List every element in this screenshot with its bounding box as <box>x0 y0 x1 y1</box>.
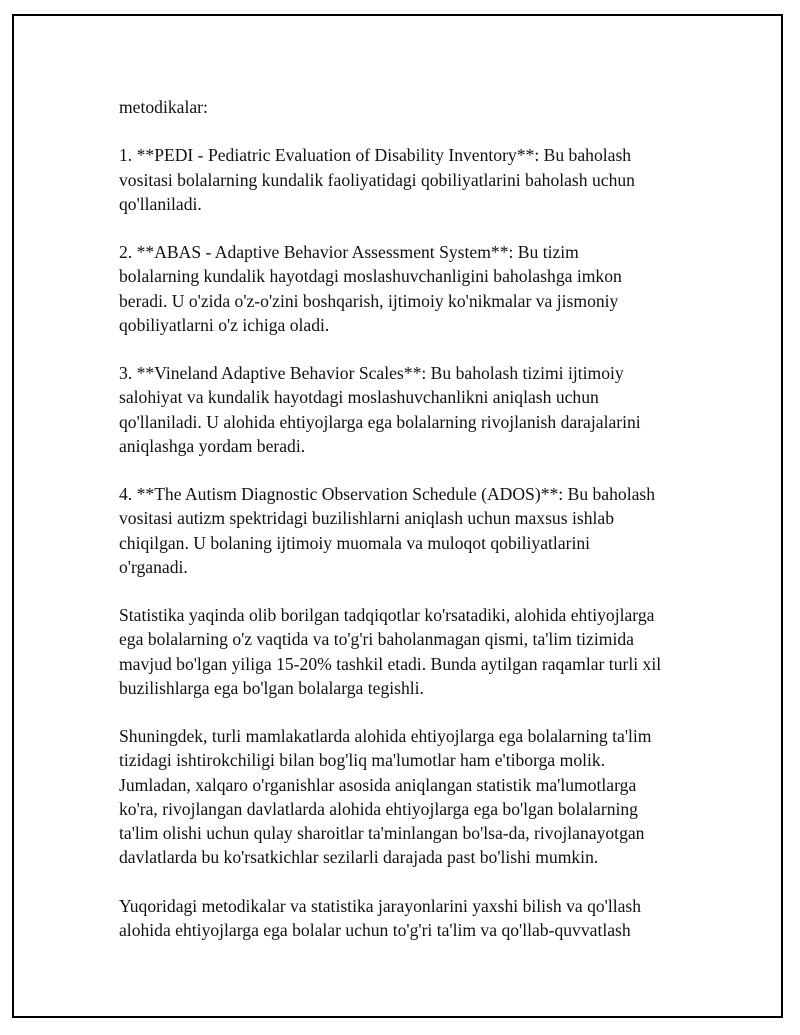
text-line: buzilishlarga ega bo'lgan bolalarga tegishli. <box>119 677 424 698</box>
text-line: qo'llaniladi. U alohida ehtiyojlarga ega bolalarning rivojlanish darajalarini <box>119 411 641 432</box>
text-line: vositasi bolalarning kundalik faoliyatidagi qobiliyatlarini baholash uchun <box>119 169 635 190</box>
paragraph-conclusion <box>119 894 699 942</box>
text-line: aniqlashga yordam beradi. <box>119 435 306 456</box>
paragraph-ados <box>119 482 699 579</box>
paragraph-intro <box>119 95 699 119</box>
document-page <box>12 14 783 1018</box>
text-line: vositasi autizm spektridagi buzilishlarni aniqlash uchun maxsus ishlab <box>119 508 614 529</box>
text-line: 1. **PEDI - Pediatric Evaluation of Disability Inventory**: Bu baholash <box>119 145 632 166</box>
text-line: ega bolalarning o'z vaqtida va to'g'ri baholanmagan qismi, ta'lim tizimida <box>119 629 634 650</box>
text-line: salohiyat va kundalik hayotdagi moslashuvchanlikni aniqlash uchun <box>119 387 599 408</box>
text-line: ta'lim olishi uchun qulay sharoitlar ta'minlangan bo'lsa-da, rivojlanayotgan <box>119 823 645 843</box>
paragraph-abas <box>119 240 699 337</box>
text-line: Yuqoridagi metodikalar va statistika jarayonlarini yaxshi bilish va qo'llash <box>119 895 642 916</box>
paragraph-vineland <box>119 361 699 458</box>
text-line: metodikalar: <box>119 97 208 117</box>
text-line: 4. **The Autism Diagnostic Observation Schedule (ADOS)**: Bu baholash <box>119 484 656 505</box>
text-line: qobiliyatlarni o'z ichiga oladi. <box>119 314 330 335</box>
text-line: mavjud bo'lgan yiliga 15-20% tashkil etadi. Bunda aytilgan raqamlar turli xil <box>119 653 662 674</box>
paragraph-statistics <box>119 603 699 700</box>
text-line: Statistika yaqinda olib borilgan tadqiqotlar ko'rsatadiki, alohida ehtiyojlarga <box>119 605 655 626</box>
text-line: 3. **Vineland Adaptive Behavior Scales**: Bu baholash tizimi ijtimoiy <box>119 363 624 384</box>
text-line: chiqilgan. U bolaning ijtimoiy muomala va muloqot qobiliyatlarini <box>119 532 591 553</box>
text-line: qo'llaniladi. <box>119 193 202 214</box>
text-line: 2. **ABAS - Adaptive Behavior Assessment System**: Bu tizim <box>119 242 579 263</box>
text-line: o'rganadi. <box>119 556 188 577</box>
text-line: ko'ra, rivojlangan davlatlarda alohida ehtiyojlarga ega bo'lgan bolalarning <box>119 798 638 819</box>
paragraph-pedi <box>119 143 699 216</box>
text-line: alohida ehtiyojlarga ega bolalar uchun to'g'ri ta'lim va qo'llab-quvvatlash <box>119 919 631 940</box>
document-body <box>119 95 699 966</box>
text-line: Shuningdek, turli mamlakatlarda alohida ehtiyojlarga ega bolalarning ta'lim <box>119 726 652 747</box>
text-line: beradi. U o'zida o'z-o'zini boshqarish, ijtimoiy ko'nikmalar va jismoniy <box>119 290 619 311</box>
text-line: bolalarning kundalik hayotdagi moslashuvchanligini baholashga imkon <box>119 266 622 287</box>
text-line: davlatlarda bu ko'rsatkichlar sezilarli darajada past bo'lishi mumkin. <box>119 847 599 868</box>
text-line: tizidagi ishtirokchiligi bilan bog'liq ma'lumotlar ham e'tiborga molik. <box>119 750 606 771</box>
text-line: Jumladan, xalqaro o'rganishlar asosida aniqlangan statistik ma'lumotlarga <box>119 774 637 795</box>
paragraph-countries <box>119 724 699 869</box>
